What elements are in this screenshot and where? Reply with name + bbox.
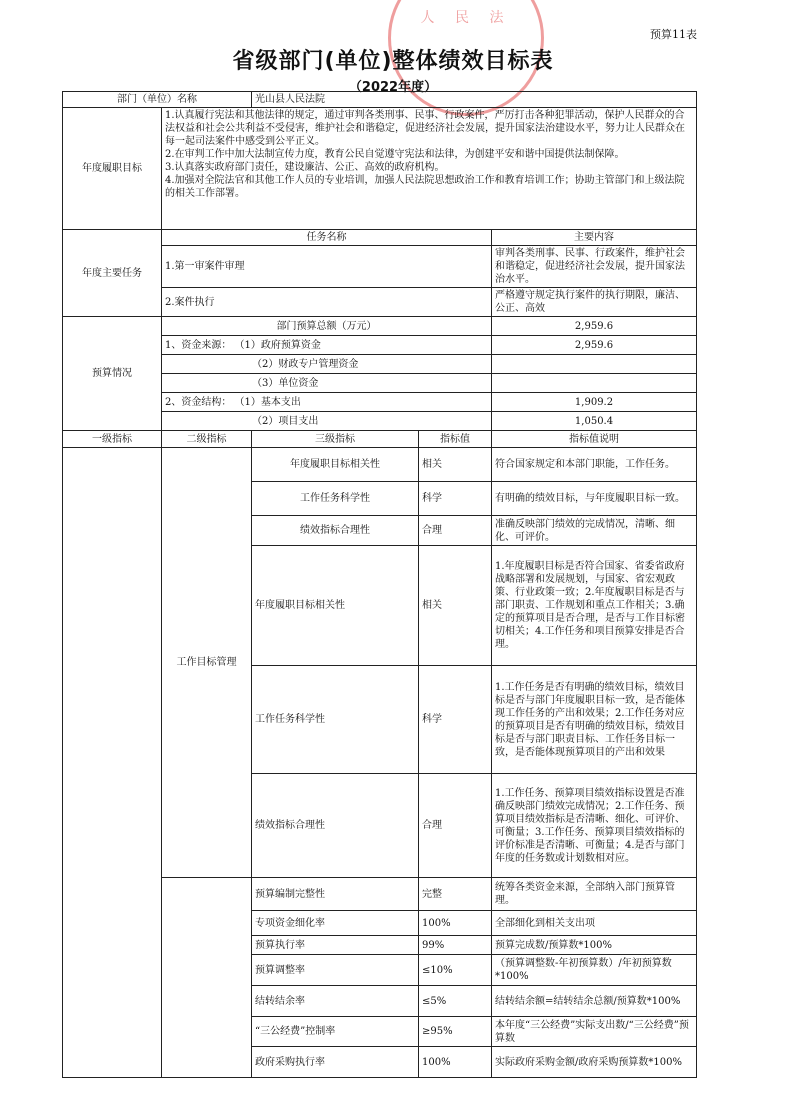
indicator-value: 科学 [419, 666, 492, 774]
page-title: 省级部门(单位)整体绩效目标表 [232, 49, 554, 74]
indicator-value: 合理 [419, 774, 492, 878]
budget-label: 预算情况 [63, 317, 162, 431]
budget-item-value: 1,909.2 [492, 393, 697, 412]
header-level3: 三级指标 [252, 431, 419, 448]
tasks-header-row [63, 230, 697, 246]
level1-cell [63, 448, 162, 1078]
annual-goal-label: 年度履职目标 [63, 108, 162, 230]
level3-name: 年度履职目标相关性 [252, 546, 419, 666]
level3-name: 预算执行率 [252, 936, 419, 955]
indicator-desc: 结转结余额=结转结余总额/预算数*100% [492, 986, 697, 1017]
indicator-desc: 符合国家规定和本部门职能，工作任务。 [492, 448, 697, 482]
budget-item-value [492, 374, 697, 393]
indicator-desc: 实际政府采购金额/政府采购预算数*100% [492, 1047, 697, 1078]
indicator-value: 100% [419, 1047, 492, 1078]
level3-name: 政府采购执行率 [252, 1047, 419, 1078]
indicator-value: 科学 [419, 482, 492, 516]
indicator-desc: 全部细化到相关支出项 [492, 911, 697, 936]
header-value: 指标值 [419, 431, 492, 448]
indicator-desc: 1.工作任务是否有明确的绩效目标，绩效目标是否与部门年度履职目标一致，是否能体现工作任务的产出和效果；2.工作任务对应的预算项目是否有明确的绩效目标，绩效目标是否与部门职责目标、工作任务目标一致，是否能体现预算项目的产出和效果 [492, 666, 697, 774]
indicator-value: ≤10% [419, 955, 492, 986]
level3-name: 工作任务科学性 [252, 666, 419, 774]
level3-name: 绩效指标合理性 [252, 516, 419, 546]
task-name: 1.第一审案件审理 [162, 246, 492, 288]
level3-name: 预算调整率 [252, 955, 419, 986]
indicator-desc: 1.工作任务、预算项目绩效指标设置是否准确反映部门绩效完成情况；2.工作任务、预算项目绩效指标是否清晰、细化、可评价、可衡量；3.工作任务、预算项目绩效指标的评价标准是否清晰、可衡量；4.是否与部门年度的任务数或计划数相对应。 [492, 774, 697, 878]
indicator-value: 合理 [419, 516, 492, 546]
header-level2: 二级指标 [162, 431, 252, 448]
indicator-desc: （预算调整数-年初预算数）/年初预算数*100% [492, 955, 697, 986]
dept-name: 光山县人民法院 [252, 92, 697, 108]
level2-cell [162, 878, 252, 1078]
tasks-label: 年度主要任务 [63, 230, 162, 317]
indicator-desc: 有明确的绩效目标，与年度履职目标一致。 [492, 482, 697, 516]
form-number: 预算11表 [650, 28, 697, 41]
dept-row [63, 92, 697, 108]
task-content: 审判各类刑事、民事、行政案件，维护社会和谐稳定，促进经济社会发展，提升国家法治水平。 [492, 246, 697, 288]
dept-label: 部门（单位）名称 [63, 92, 252, 108]
budget-item-value: 2,959.6 [492, 336, 697, 355]
level3-name: 绩效指标合理性 [252, 774, 419, 878]
task-name: 2.案件执行 [162, 288, 492, 317]
indicator-desc: 准确反映部门绩效的完成情况，清晰、细化、可评价。 [492, 516, 697, 546]
indicator-value: 99% [419, 936, 492, 955]
level3-name: 预算编制完整性 [252, 878, 419, 911]
indicator-value: ≤5% [419, 986, 492, 1017]
performance-table [62, 91, 697, 1078]
indicator-row [63, 448, 697, 482]
budget-row [63, 317, 697, 336]
annual-goal-text: 1.认真履行宪法和其他法律的规定，通过审判各类刑事、民事、行政案件，严厉打击各种犯罪活动，保护人民群众的合法权益和社会公共利益不受侵害，维护社会和谐稳定，促进经济社会发展，提升国家法治建设水平，努力让人民群众在每一起司法案件中感受到公平正义。 2.在审判工作中加大法制宣传力度，教育公民自觉遵守宪法和法律，为创建平安和谐中国提供法制保障。 3.认真落实政府部门责任，建设廉洁、公正、高效的政府机构。 4.加强对全院法官和其他工作人员的专业培训，加强人民法院思想政治工作和教育培训工作；协助主管部门和上级法院的相关工作部署。 [162, 108, 697, 230]
annual-goal-row [63, 108, 697, 230]
budget-item-label: 1、资金来源： （1）政府预算资金 [162, 336, 492, 355]
indicator-desc: 预算完成数/预算数*100% [492, 936, 697, 955]
year-label: （2022年度） [348, 80, 438, 95]
budget-item-value: 2,959.6 [492, 317, 697, 336]
header-desc: 指标值说明 [492, 431, 697, 448]
budget-item-value: 1,050.4 [492, 412, 697, 431]
header-level1: 一级指标 [63, 431, 162, 448]
budget-item-label: （2）财政专户管理资金 [162, 355, 492, 374]
budget-item-value [492, 355, 697, 374]
indicator-value: 相关 [419, 546, 492, 666]
budget-item-label: 部门预算总额（万元） [162, 317, 492, 336]
level3-name: 年度履职目标相关性 [252, 448, 419, 482]
level2-work-goal: 工作目标管理 [162, 448, 252, 878]
indicator-header-row [63, 431, 697, 448]
level3-name: 工作任务科学性 [252, 482, 419, 516]
budget-item-label: （3）单位资金 [162, 374, 492, 393]
indicator-value: 完整 [419, 878, 492, 911]
task-content: 严格遵守规定执行案件的执行期限，廉洁、公正、高效 [492, 288, 697, 317]
tasks-head-name: 任务名称 [162, 230, 492, 246]
budget-item-label: 2、资金结构： （1）基本支出 [162, 393, 492, 412]
indicator-desc: 1.年度履职目标是否符合国家、省委省政府战略部署和发展规划，与国家、省宏观政策、行业政策一致；2.年度履职目标是否与部门职责、工作规划和重点工作相关；3.确定的预算项目是否合理，是否与工作目标密切相关；4.工作任务和项目预算安排是否合理。 [492, 546, 697, 666]
indicator-value: 相关 [419, 448, 492, 482]
indicator-value: ≥95% [419, 1017, 492, 1047]
seal-text: 人 民 法 [420, 10, 512, 26]
budget-item-label: （2）项目支出 [162, 412, 492, 431]
indicator-desc: 本年度“三公经费”实际支出数/“三公经费”预算数 [492, 1017, 697, 1047]
level3-name: “三公经费”控制率 [252, 1017, 419, 1047]
indicator-desc: 统筹各类资金来源，全部纳入部门预算管理。 [492, 878, 697, 911]
level3-name: 专项资金细化率 [252, 911, 419, 936]
level3-name: 结转结余率 [252, 986, 419, 1017]
tasks-head-content: 主要内容 [492, 230, 697, 246]
indicator-value: 100% [419, 911, 492, 936]
